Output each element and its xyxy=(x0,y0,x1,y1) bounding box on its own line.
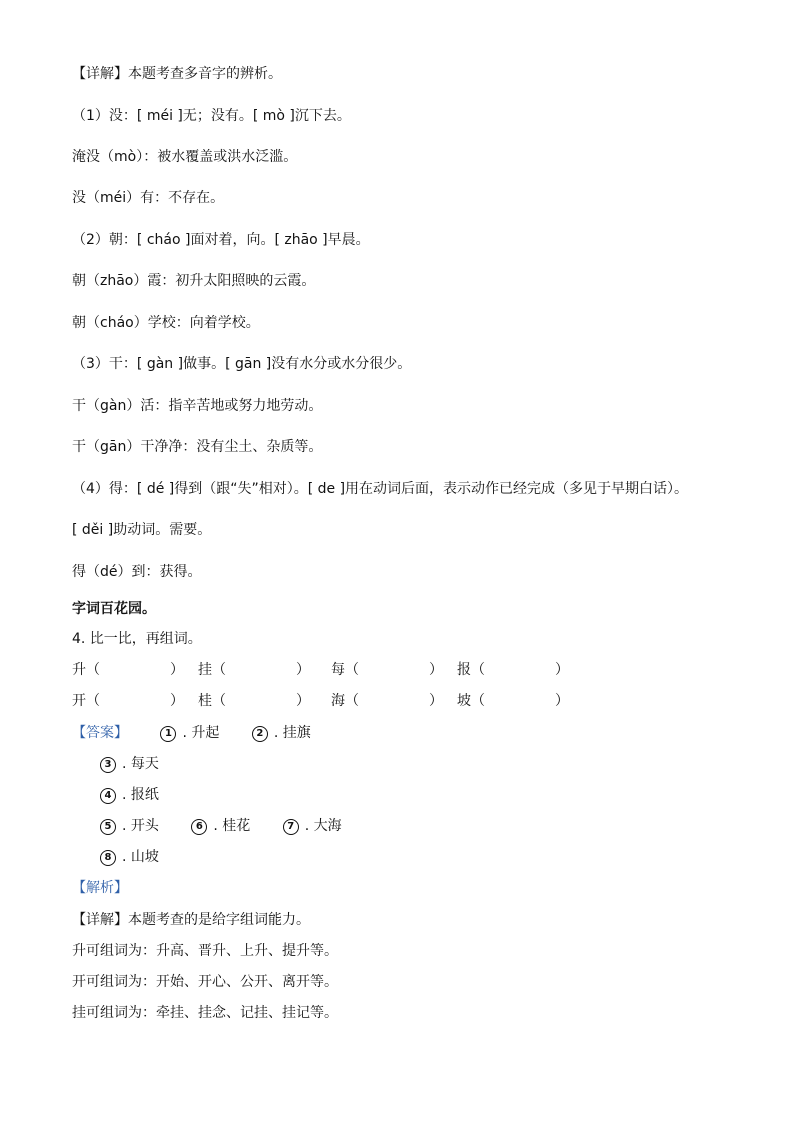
answer-item xyxy=(160,723,219,743)
poly-line-5: 朝（zhāo）霞：初升太阳照映的云霞。 xyxy=(72,273,316,289)
answer-item xyxy=(252,723,311,743)
question-row-2 xyxy=(0,691,794,711)
circled-number: 5 xyxy=(100,819,116,835)
answer-item xyxy=(283,816,342,836)
answer-tag: 【答案】 xyxy=(72,725,128,741)
answer-text: . 开头 xyxy=(122,818,159,834)
char-6-open: 桂（ xyxy=(198,693,226,709)
char-7-close: ） xyxy=(429,693,443,709)
answer-item xyxy=(100,785,159,805)
char-1-open: 升（ xyxy=(72,662,100,678)
detail-tag: 【详解】 xyxy=(72,66,128,82)
circled-number: 8 xyxy=(100,850,116,866)
answer-line-3 xyxy=(100,785,159,805)
poly-line-7: （3）干：[ gàn ]做事。[ gān ]没有水分或水分很少。 xyxy=(72,356,412,372)
answer-text: . 桂花 xyxy=(213,818,251,834)
answer-item xyxy=(100,847,159,867)
answer-text: . 升起 xyxy=(182,725,220,741)
char-5-close: ） xyxy=(170,693,184,709)
circled-number: 6 xyxy=(191,819,207,835)
poly-line-6: 朝（cháo）学校：向着学校。 xyxy=(72,315,260,331)
answer-item xyxy=(100,754,159,774)
answer-text: . 大海 xyxy=(304,818,342,834)
poly-line-12: 得（dé）到：获得。 xyxy=(72,564,202,580)
char-2-open: 挂（ xyxy=(198,662,226,678)
answer-text: . 每天 xyxy=(122,756,159,772)
analysis-line-2: 开可组词为：开始、开心、公开、离开等。 xyxy=(72,974,338,990)
circled-number: 4 xyxy=(100,788,116,804)
answer-line-5 xyxy=(100,847,159,867)
char-1-close: ） xyxy=(170,662,184,678)
analysis-tag: 【解析】 xyxy=(72,880,128,896)
poly-line-3: 没（méi）有：不存在。 xyxy=(72,190,225,206)
char-7-open: 海（ xyxy=(331,693,359,709)
circled-number: 7 xyxy=(283,819,299,835)
poly-line-4: （2）朝：[ cháo ]面对着，向。[ zhāo ]早晨。 xyxy=(72,232,370,248)
answer-text: . 山坡 xyxy=(122,849,159,865)
circled-number: 1 xyxy=(160,726,176,742)
char-6-close: ） xyxy=(296,693,310,709)
section-title: 字词百花园。 xyxy=(72,601,156,617)
answer-item xyxy=(100,816,159,836)
question-label: 4. 比一比，再组词。 xyxy=(72,631,202,647)
poly-line-8: 干（gàn）活：指辛苦地或努力地劳动。 xyxy=(72,398,323,414)
detail-line xyxy=(72,64,282,84)
char-8-open: 坡（ xyxy=(457,693,485,709)
char-4-open: 报（ xyxy=(457,662,485,678)
question-row-1 xyxy=(0,660,794,680)
circled-number: 2 xyxy=(252,726,268,742)
analysis-detail-text: 本题考查的是给字组词能力。 xyxy=(128,912,310,928)
char-8-close: ） xyxy=(555,693,569,709)
answer-item xyxy=(191,816,250,836)
answer-line-2 xyxy=(100,754,159,774)
analysis-detail-tag: 【详解】 xyxy=(72,912,128,928)
char-3-open: 每（ xyxy=(331,662,359,678)
answer-line-4 xyxy=(100,816,342,836)
detail-text: 本题考查多音字的辨析。 xyxy=(128,66,282,82)
poly-line-10: （4）得：[ dé ]得到（跟“失”相对）。[ de ]用在动词后面，表示动作已经完成（多见于早期白话）。 xyxy=(72,481,689,497)
poly-line-2: 淹没（mò）：被水覆盖或洪水泛滥。 xyxy=(72,149,298,165)
char-2-close: ） xyxy=(296,662,310,678)
circled-number: 3 xyxy=(100,757,116,773)
answer-text: . 挂旗 xyxy=(273,725,311,741)
char-4-close: ） xyxy=(555,662,569,678)
poly-line-1: （1）没：[ méi ]无；没有。[ mò ]沉下去。 xyxy=(72,108,351,124)
analysis-line-1: 升可组词为：升高、晋升、上升、提升等。 xyxy=(72,943,338,959)
poly-line-11: [ děi ]助动词。需要。 xyxy=(72,522,212,538)
char-5-open: 开（ xyxy=(72,693,100,709)
answer-line-1 xyxy=(72,723,311,743)
analysis-line-3: 挂可组词为：牵挂、挂念、记挂、挂记等。 xyxy=(72,1005,338,1021)
answer-text: . 报纸 xyxy=(122,787,159,803)
analysis-detail-line xyxy=(72,910,310,930)
poly-line-9: 干（gān）干净净：没有尘土、杂质等。 xyxy=(72,439,323,455)
char-3-close: ） xyxy=(429,662,443,678)
